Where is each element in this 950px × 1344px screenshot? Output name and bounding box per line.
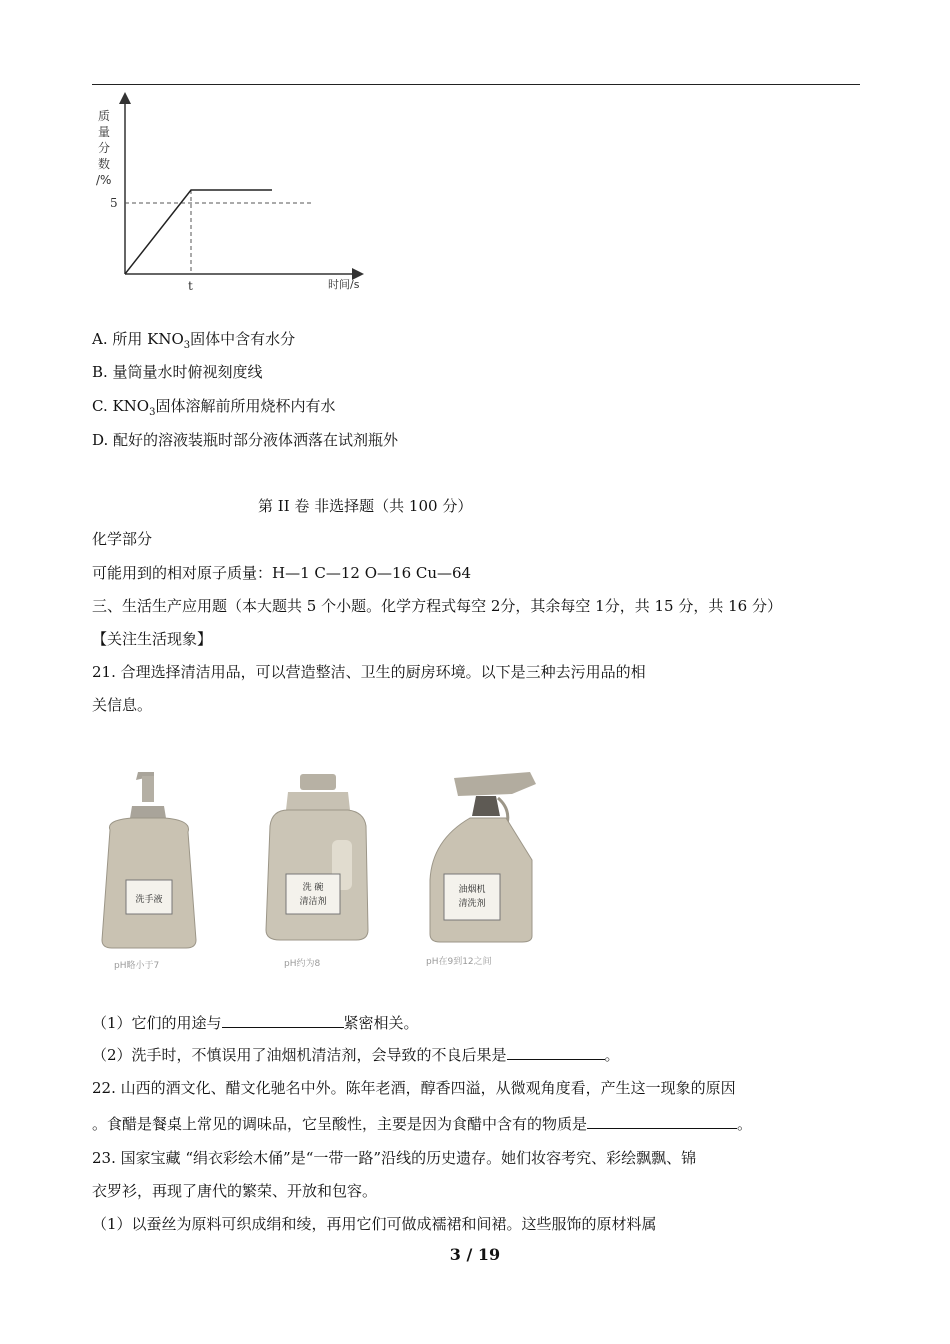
focus-title: 【关注生活现象】	[92, 630, 213, 648]
dish-label-1: 洗 碗	[302, 883, 324, 893]
x-tick-t: t	[188, 279, 193, 293]
y-label-2: 量	[98, 125, 111, 139]
cleaning-products-image	[92, 770, 552, 980]
option-d: D. 配好的溶液装瓶时部分液体洒落在试剂瓶外	[92, 431, 399, 449]
hood-cleaner-bottle	[426, 772, 536, 967]
q21-sub1: （1）它们的用途与 紧密相关。	[92, 1014, 419, 1032]
hand-soap-label: 洗手液	[135, 895, 163, 905]
hand-soap-bottle	[102, 772, 196, 971]
y-label-5: /%	[96, 173, 112, 187]
hood-label-1: 油烟机	[458, 885, 486, 895]
option-a: A. 所用 $KNO_3$固体中含有水分	[92, 330, 296, 351]
subject-title: 化学部分	[92, 530, 153, 548]
dish-ph: pH约为8	[284, 959, 321, 969]
page-number: 3 / 19	[449, 1245, 501, 1264]
q21-line2: 关信息。	[92, 696, 153, 714]
x-label: 时间/s	[328, 278, 360, 291]
q23-line2: 衣罗衫，再现了唐代的繁荣、开放和包容。	[92, 1182, 378, 1200]
hood-ph: pH在9到12之间	[426, 957, 492, 967]
option-c: C. $KNO_3$固体溶解前所用烧杯内有水	[92, 397, 336, 418]
part3-title: 三、生活生产应用题（本大题共 5 个小题。化学方程式每空 2分，其余每空 1分，共 15 分，共 16 分）	[92, 597, 782, 615]
dish-detergent-bottle	[266, 774, 368, 969]
q23-line1: 23. 国家宝藏 “绢衣彩绘木俑”是“一带一路”沿线的历史遗存。她们妆容考究、彩绘飘飘、锦	[92, 1149, 697, 1167]
section-heading: 第 II 卷 非选择题（共 100 分）	[258, 497, 473, 515]
dish-label-2: 清洁剂	[299, 897, 327, 907]
mass-fraction-chart	[92, 92, 392, 302]
y-tick-5: 5	[110, 196, 118, 210]
q23-line3: （1）以蚕丝为原料可织成绢和绫，再用它们可做成襦裙和间裙。这些服饰的原材料属	[92, 1215, 657, 1233]
atomic-mass-info: 可能用到的相对原子质量：H—1 C—12 O—16 Cu—64	[92, 564, 472, 582]
header-rule	[92, 84, 860, 85]
y-label-1: 质	[98, 109, 111, 123]
hand-soap-ph: pH略小于7	[114, 961, 160, 971]
q22-blank[interactable]	[587, 1114, 737, 1129]
y-label-3: 分	[98, 141, 111, 155]
hood-label-2: 清洗剂	[458, 899, 486, 909]
q22-line1: 22. 山西的酒文化、醋文化驰名中外。陈年老酒，醇香四溢，从微观角度看，产生这一现象的原因	[92, 1079, 736, 1097]
option-b: B. 量筒量水时俯视刻度线	[92, 363, 263, 381]
q21-line1: 21. 合理选择清洁用品，可以营造整洁、卫生的厨房环境。以下是三种去污用品的相	[92, 663, 646, 681]
q21-sub2-blank[interactable]	[507, 1045, 605, 1060]
q22-line2: 。食醋是餐桌上常见的调味品，它呈酸性，主要是因为食醋中含有的物质是 。	[92, 1115, 753, 1133]
q21-sub2: （2）洗手时，不慎误用了油烟机清洁剂，会导致的不良后果是 。	[92, 1046, 620, 1064]
q21-sub1-blank[interactable]	[222, 1013, 344, 1028]
y-label-4: 数	[98, 157, 111, 171]
